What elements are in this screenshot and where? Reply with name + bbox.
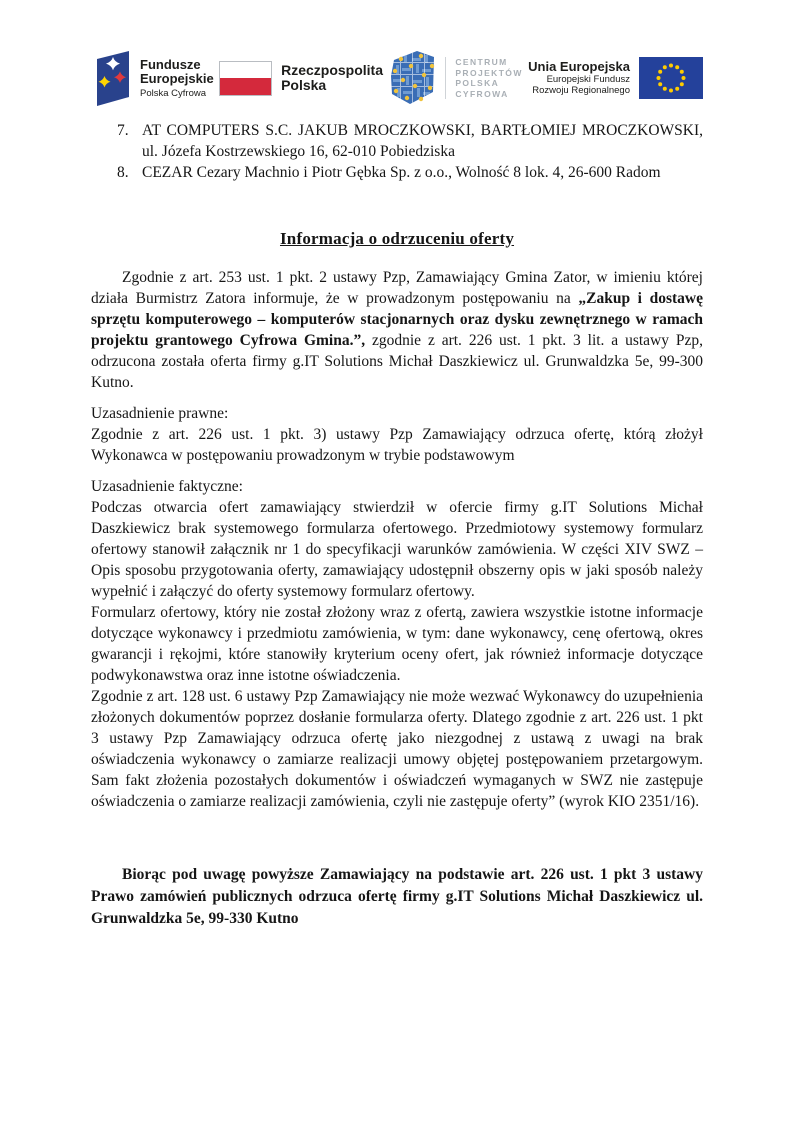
factual-section-label: Uzasadnienie faktyczne: [91,478,243,495]
fe-line2: Europejskie [140,70,214,86]
intro-bold: „Zakup i dostawę sprzętu komputerowego – komputerów stacjonarnych oraz dysku zewnętrznego w ramach projektu grantowego Cyfrowa Gmina.”, [91,290,703,349]
cppc-line1: CENTRUM [455,57,508,67]
intro-part2: zgodnie z art. 226 ust. 1 pkt. 3 lit. a ustawy Pzp, odrzucona została oferta firmy g.IT Solutions Michał Daszkiewicz ul. Grunwaldzka 5e, 99-300 Kutno. [91,332,703,391]
fundusze-europejskie-label [140,58,214,99]
eu-line1: Unia Europejska [528,59,630,74]
list-item [91,120,703,162]
pl-line2: Polska [281,77,327,93]
logo-rzeczpospolita-polska [219,61,383,96]
logo-fundusze-europejskie [91,50,214,107]
pl-line1: Rzeczpospolita [281,62,383,78]
list-item-number: 8. [117,164,129,181]
list-item-text: CEZAR Cezary Machnio i Piotr Gębka Sp. z o.o., Wolność 8 lok. 4, 26-600 Radom [142,164,661,181]
eu-label [528,60,630,96]
cppc-shield-icon [388,50,436,106]
fe-line1: Fundusze [140,56,201,72]
cppc-line3: POLSKA [455,78,500,88]
page-title: Informacja o odrzuceniu oferty [279,229,515,248]
factual-paragraph: Zgodnie z art. 128 ust. 6 ustawy Pzp Zamawiający nie może wezwać Wykonawcy do uzupełnienia złożonych dokumentów poprzez dosłanie formularza oferty. Dlatego zgodnie z art. 226 ust. 1 pkt 3 ustawy Pzp Zamawiający odrzuca ofertę jako niezgodnej z ustawą z uwagi na brak oświadczenia wykonawcy o zamiarze realizacji umowy objętej postępowaniem przetargowym. Sam fakt złożenia pozostałych dokumentów i oświadczeń wymaganych w SWZ nie zastępuje oświadczenia o zamiarze realizacji zamówienia, czyli nie zastępuje oferty” (wyrok KIO 2351/16). [91,688,703,810]
fe-sub: Polska Cyfrowa [140,87,206,99]
logo-unia-europejska [528,57,703,99]
eu-sub1: Europejski Fundusz [546,74,630,85]
closing-paragraph: Biorąc pod uwagę powyższe Zamawiający na podstawie art. 226 ust. 1 pkt 3 ustawy Prawo zamówień publicznych odrzuca ofertę firmy g.IT Solutions Michał Daszkiewicz ul. Grunwaldzka 5e, 99-330 Kutno [91,866,703,927]
poland-label [281,63,383,93]
factual-paragraph: Formularz ofertowy, który nie został złożony wraz z ofertą, zawiera wszystkie istotne informacje dotyczące wykonawcy i przedmiotu zamówienia, w tym: dane wykonawcy, cenę ofertową, okres gwarancji i rękojmi, które stanowiły kryterium oceny ofert, jak również informacje dotyczące podwykonawstwa oraz inne istotne oświadczenia. [91,604,703,684]
tender-companies-list [91,120,703,183]
intro-paragraph [91,267,703,393]
eu-flag-icon [639,57,703,99]
legal-section-body: Zgodnie z art. 226 ust. 1 pkt. 3) ustawy Pzp Zamawiający odrzuca ofertę, którą złożył Wykonawca w postępowaniu prowadzonym w trybie podstawowym [91,426,703,464]
logo-strip [91,0,703,108]
cppc-label [455,57,522,99]
list-item-number: 7. [117,122,129,139]
legal-section-label: Uzasadnienie prawne: [91,405,229,422]
list-item [91,162,703,183]
factual-paragraph: Podczas otwarcia ofert zamawiający stwierdził w ofercie firmy g.IT Solutions Michał Daszkiewicz brak systemowego formularza ofertowego. Przedmiotowy systemowy formularz ofertowy stanowił załącznik nr 1 do specyfikacji warunków zamówienia. W części XIV SWZ – Opis sposobu przygotowania oferty, zamawiający udostępnił obszerny opis w jaki sposób należy wypełnić i załączyć do oferty systemowy formularz ofertowy. [91,499,703,600]
poland-flag-icon [219,61,272,96]
intro-part1: Zgodnie z art. 253 ust. 1 pkt. 2 ustawy Pzp, Zamawiający Gmina Zator, w imieniu której działa Burmistrz Zatora informuje, że w prowadzonym postępowaniu na [91,269,703,307]
cppc-divider [445,57,446,99]
cppc-line2: PROJEKTÓW [455,67,523,78]
eu-sub2: Rozwoju Regionalnego [532,85,630,96]
list-item-text: AT COMPUTERS S.C. JAKUB MROCZKOWSKI, BARTŁOMIEJ MROCZKOWSKI, ul. Józefa Kostrzewskiego 16, 62-010 Pobiedziska [142,122,703,160]
cppc-line4: CYFROWA [455,88,509,99]
fundusze-europejskie-flag-icon [91,50,131,107]
logo-centrum-projektow [388,50,522,106]
